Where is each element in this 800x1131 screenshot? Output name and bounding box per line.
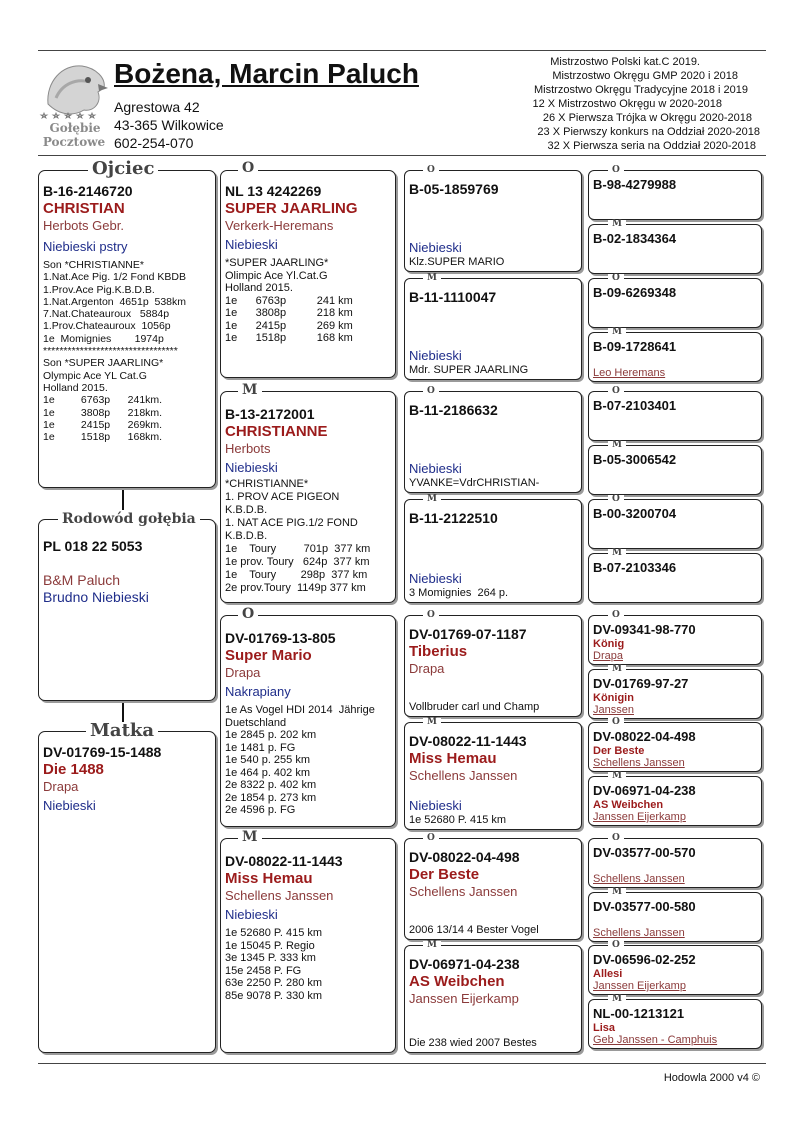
gen4-owner: Janssen Eijerkamp — [593, 811, 686, 823]
achievement: 32 X Pierwsza seria na Oddział 2020-2018 — [547, 140, 756, 152]
breeder-name: Bożena, Marcin Paluch — [114, 58, 419, 89]
gen4-name: Allesi — [593, 968, 623, 980]
ff-name: SUPER JAARLING — [225, 200, 358, 217]
gen3-card — [404, 278, 582, 380]
gen4-ring: B-07-2103346 — [593, 560, 677, 575]
m-header: M — [608, 995, 626, 1004]
gen3-ring: B-11-2186632 — [409, 402, 498, 418]
mother-ring: DV-01769-15-1488 — [43, 744, 162, 760]
mm-card — [220, 838, 396, 1053]
gen4-owner: Janssen — [593, 704, 634, 716]
breeder-street: Agrestowa 42 — [114, 99, 200, 115]
m-header: M — [238, 383, 262, 397]
mm-notes: 1e 52680 P. 415 km 1e 15045 P. Regio 3e 1345 P. 333 km 15e 2458 P. FG 63e 2250 P. 280 km 85e 9078 P. 330 km — [225, 927, 323, 1002]
mf-ring: DV-01769-13-805 — [225, 630, 336, 646]
gen4-ring: B-09-1728641 — [593, 339, 677, 354]
o-header: O — [423, 611, 439, 620]
mm-ring: DV-08022-11-1443 — [225, 853, 343, 869]
m-header: M — [423, 941, 441, 950]
gen4-ring: NL-00-1213121 — [593, 1006, 685, 1021]
gen4-card — [588, 224, 762, 274]
m-header: M — [423, 274, 441, 283]
gen4-card — [588, 445, 762, 495]
gen4-card — [588, 391, 762, 441]
father-color: Niebieski pstry — [43, 239, 128, 254]
gen3-name: Der Beste — [409, 866, 480, 883]
gen4-card — [588, 999, 762, 1049]
gen3-color: Niebieski — [409, 570, 462, 586]
gen3-ring: DV-08022-04-498 — [409, 849, 520, 865]
achievement: 23 X Pierwszy konkurs na Oddział 2020-2018 — [537, 126, 760, 138]
gen3-name: Tiberius — [409, 643, 468, 660]
gen4-ring: DV-06971-04-238 — [593, 783, 696, 798]
gen4-owner: Drapa — [593, 650, 623, 662]
mf-notes: 1e As Vogel HDI 2014 Jährige Duetschland 1e 2845 p. 202 km 1e 1481 p. FG 1e 540 p. 255 km 1e 464 p. 402 km 2e 8322 p. 402 km 2e 1854 p. 273 km 2e 4596 p. FG — [225, 704, 375, 816]
father-header: Ojciec — [88, 160, 158, 178]
breeder-phone: 602-254-070 — [114, 135, 194, 151]
gen4-card — [588, 615, 762, 665]
gen4-card — [588, 945, 762, 995]
gen4-name: Der Beste — [593, 745, 645, 757]
gen4-owner: Janssen Eijerkamp — [593, 980, 686, 992]
fm-owner: Herbots — [225, 441, 271, 456]
m-header: M — [608, 772, 626, 781]
fm-ring: B-13-2172001 — [225, 406, 315, 422]
gen4-ring: DV-08022-04-498 — [593, 729, 696, 744]
gen4-card — [588, 499, 762, 549]
o-header: O — [423, 834, 439, 843]
gen3-color: Niebieski — [409, 239, 462, 255]
mother-header: Matka — [86, 722, 158, 740]
gen4-ring: DV-09341-98-770 — [593, 622, 696, 637]
gen4-owner: Schellens Janssen — [593, 927, 685, 939]
m-header: M — [608, 888, 626, 897]
gen3-note: 2006 13/14 4 Bester Vogel — [409, 923, 539, 936]
subject-ring: PL 018 22 5053 — [43, 538, 143, 554]
gen3-card — [404, 722, 582, 830]
fm-name: CHRISTIANNE — [225, 423, 328, 440]
m-header: M — [238, 830, 262, 844]
gen4-card — [588, 278, 762, 328]
gen3-card — [404, 499, 582, 603]
ff-ring: NL 13 4242269 — [225, 183, 322, 199]
achievement: Mistrzostwo Okręgu Tradycyjne 2018 i 2019 — [534, 84, 748, 96]
m-header: M — [608, 220, 626, 229]
ff-color: Niebieski — [225, 237, 278, 252]
gen4-ring: B-98-4279988 — [593, 177, 677, 192]
gen3-note: 1e 52680 P. 415 km — [409, 813, 507, 826]
gen3-owner: Janssen Eijerkamp — [409, 991, 519, 1006]
gen3-note: Klz.SUPER MARIO — [409, 255, 505, 268]
gen4-ring: DV-06596-02-252 — [593, 952, 696, 967]
gen4-name: Lisa — [593, 1022, 616, 1034]
gen3-color: Niebieski — [409, 347, 462, 363]
gen4-card — [588, 722, 762, 772]
club-logo — [38, 58, 110, 150]
gen3-ring: B-11-2122510 — [409, 510, 498, 526]
o-header: O — [608, 495, 624, 504]
achievement: 26 X Pierwsza Trójka w Okręgu 2020-2018 — [542, 112, 752, 124]
gen4-ring: B-07-2103401 — [593, 398, 677, 413]
ff-notes: *SUPER JAARLING* Olimpic Ace Yl.Cat.G Holland 2015. 1e 6763p 241 km 1e 3808p 218 km 1e 2415p 269 km 1e 1518p 168 km — [225, 257, 353, 344]
gen3-owner: Schellens Janssen — [409, 768, 518, 783]
gen3-note: Die 238 wied 2007 Bestes — [409, 1036, 537, 1049]
gen3-card — [404, 391, 582, 493]
gen3-owner: Schellens Janssen — [409, 884, 518, 899]
gen4-ring: B-02-1834364 — [593, 231, 677, 246]
mm-owner: Schellens Janssen — [225, 888, 334, 903]
gen4-card — [588, 892, 762, 942]
father-notes: Son *CHRISTIANNE* 1.Nat.Ace Pig. 1/2 Fond KBDB 1.Prov.Ace Pig.K.B.D.B. 1.Nat.Argenton 4651p 538km 7.Nat.Chateauroux 5884p 1.Prov.Chateauroux 1056p 1e Momignies 1974p ********************************* Son *SUPER JAARLING* Olympic Ace YL Cat.G Holland 2015. 1e 6763p 241km. 1e 3808p 218km. 1e 2415p 269km. 1e 1518p 168km. — [43, 259, 187, 444]
subject-card — [38, 519, 216, 701]
o-header: O — [238, 161, 258, 175]
fm-color: Niebieski — [225, 460, 278, 475]
m-header: M — [423, 495, 441, 504]
m-header: M — [608, 665, 626, 674]
m-header: M — [423, 718, 441, 727]
o-header: O — [608, 611, 624, 620]
subject-color: Brudno Niebieski — [43, 589, 149, 605]
gen4-name: König — [593, 638, 625, 650]
mf-color: Nakrapiany — [225, 684, 291, 699]
m-header: M — [608, 328, 626, 337]
fm-notes: *CHRISTIANNE* 1. PROV ACE PIGEON K.B.D.B. 1. NAT ACE PIG.1/2 FOND K.B.D.B. 1e Toury 701p 377 km 1e prov. Toury 624p 377 km 1e Toury 298p 377 km 2e prov.Toury 1149p 377 km — [225, 478, 371, 594]
gen4-name: Königin — [593, 692, 634, 704]
gen3-card — [404, 170, 582, 272]
pedigree-header: Rodowód gołębia — [58, 512, 200, 526]
mother-name: Die 1488 — [43, 761, 104, 778]
gen3-ring: B-11-1110047 — [409, 289, 497, 305]
mother-color: Niebieski — [43, 798, 96, 813]
o-header: O — [608, 387, 624, 396]
mother-owner: Drapa — [43, 779, 79, 794]
father-card — [38, 170, 216, 488]
mf-card — [220, 615, 396, 827]
o-header: O — [608, 941, 624, 950]
achievement: 12 X Mistrzostwo Okręgu w 2020-2018 — [532, 98, 722, 110]
mother-card — [38, 731, 216, 1053]
mf-owner: Drapa — [225, 665, 261, 680]
fm-card — [220, 391, 396, 603]
gen4-name: AS Weibchen — [593, 799, 664, 811]
o-header: O — [608, 274, 624, 283]
gen4-owner: Geb Janssen - Camphuis — [593, 1034, 718, 1046]
gen3-owner: Drapa — [409, 661, 445, 676]
m-header: M — [608, 549, 626, 558]
gen4-ring: B-00-3200704 — [593, 506, 677, 521]
gen3-note: YVANKE=VdrCHRISTIAN- — [409, 476, 540, 489]
gen4-ring: DV-03577-00-580 — [593, 899, 696, 914]
achievement: Mistrzostwo Polski kat.C 2019. — [550, 56, 700, 68]
gen3-name: AS Weibchen — [409, 973, 505, 990]
bottom-rule — [38, 1063, 766, 1064]
father-ring: B-16-2146720 — [43, 183, 133, 199]
logo-text-2: Pocztowe — [42, 135, 106, 149]
top-rule — [38, 50, 766, 51]
father-owner: Herbots Gebr. — [43, 218, 124, 233]
gen4-ring: B-09-6269348 — [593, 285, 677, 300]
gen4-card — [588, 776, 762, 826]
achievement: Mistrzostwo Okręgu GMP 2020 i 2018 — [552, 70, 738, 82]
gen4-card — [588, 553, 762, 603]
header-rule — [38, 155, 766, 156]
gen3-color: Niebieski — [409, 460, 462, 476]
o-header: O — [608, 718, 624, 727]
o-header: O — [238, 607, 258, 621]
gen4-card — [588, 170, 762, 220]
gen4-card — [588, 838, 762, 888]
mf-name: Super Mario — [225, 647, 312, 664]
subject-owner: B&M Paluch — [43, 572, 121, 588]
o-header: O — [608, 834, 624, 843]
footer-credit: Hodowla 2000 v4 © — [663, 1072, 760, 1084]
o-header: O — [423, 166, 439, 175]
gen4-ring: B-05-3006542 — [593, 452, 677, 467]
o-header: O — [423, 387, 439, 396]
gen4-owner: Schellens Janssen — [593, 873, 685, 885]
breeder-city: 43-365 Wilkowice — [114, 117, 224, 133]
father-name: CHRISTIAN — [43, 200, 125, 217]
gen3-ring: B-05-1859769 — [409, 181, 499, 197]
gen3-card — [404, 945, 582, 1053]
gen3-note: 3 Momignies 264 p. — [409, 586, 509, 599]
gen3-ring: DV-01769-07-1187 — [409, 626, 527, 642]
gen3-card — [404, 615, 582, 717]
m-header: M — [608, 441, 626, 450]
gen3-note: Vollbruder carl und Champ — [409, 700, 540, 713]
logo-text-1: Gołębie — [49, 121, 101, 135]
ff-card — [220, 170, 396, 378]
achievements-list — [532, 55, 760, 153]
gen4-owner: Leo Heremans — [593, 367, 666, 379]
mm-color: Niebieski — [225, 907, 278, 922]
gen3-note: Mdr. SUPER JAARLING — [409, 363, 529, 376]
gen4-card — [588, 669, 762, 719]
connector-line — [122, 488, 124, 510]
gen3-name: Miss Hemau — [409, 750, 497, 767]
gen3-ring: DV-06971-04-238 — [409, 956, 520, 972]
gen4-card — [588, 332, 762, 382]
ff-owner: Verkerk-Heremans — [225, 218, 334, 233]
mm-name: Miss Hemau — [225, 870, 313, 887]
o-header: O — [608, 166, 624, 175]
gen3-ring: DV-08022-11-1443 — [409, 733, 527, 749]
gen3-color: Niebieski — [409, 797, 462, 813]
gen4-owner: Schellens Janssen — [593, 757, 685, 769]
gen3-card — [404, 838, 582, 940]
gen4-ring: DV-01769-97-27 — [593, 676, 689, 691]
gen4-ring: DV-03577-00-570 — [593, 845, 696, 860]
